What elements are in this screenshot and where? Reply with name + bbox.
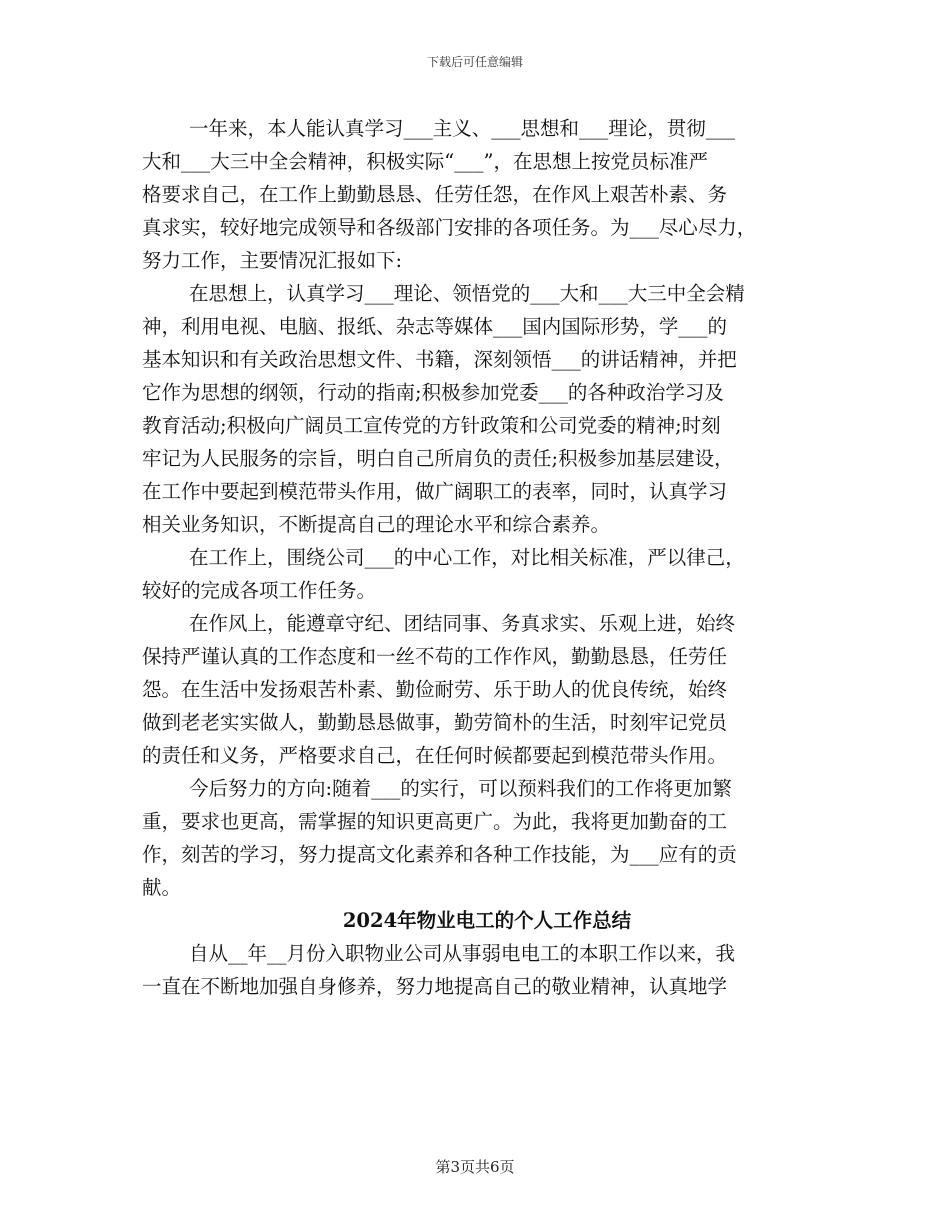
text-line: 保持严谨认真的工作态度和一丝不苟的工作作风，勤勤恳恳，任劳任 [142, 645, 728, 668]
text-line: 一直在不断地加强自身修养，努力地提高自己的敬业精神，认真地学 [142, 975, 728, 998]
text-line: 作，刻苦的学习，努力提高文化素养和各种工作技能，为___应有的贡 [142, 843, 737, 866]
text-line: 怨。在生活中发扬艰苦朴素、勤俭耐劳、乐于助人的优良传统，始终 [142, 678, 728, 701]
text-line: 在工作中要起到模范带头作用，做广阔职工的表率，同时，认真学习 [142, 480, 728, 503]
page-header-note: 下载后可任意编辑 [426, 55, 523, 69]
text-line: 大和___大三中全会精神，积极实际“___”，在思想上按党员标准严 [142, 150, 708, 173]
text-line: 教育活动;积极向广阔员工宣传党的方针政策和公司党委的精神;时刻 [142, 414, 721, 437]
text-line: 牢记为人民服务的宗旨，明白自己所肩负的责任;积极参加基层建设， [142, 447, 734, 470]
text-line: 在工作上，围绕公司___的中心工作，对比相关标准，严以律己， [189, 546, 745, 569]
text-line: 它作为思想的纲领，行动的指南;积极参加党委___的各种政治学习及 [142, 381, 724, 404]
text-line: 基本知识和有关政治思想文件、书籍，深刻领悟___的讲话精神，并把 [142, 348, 737, 371]
text-line: 真求实，较好地完成领导和各级部门安排的各项任务。为___尽心尽力， [142, 216, 757, 239]
text-line: 今后努力的方向:随着___的实行，可以预料我们的工作将更加繁 [189, 777, 732, 800]
text-line: 的责任和义务，严格要求自己，在任何时候都要起到模范带头作用。 [142, 744, 728, 767]
text-line: 较好的完成各项工作任务。 [142, 579, 377, 602]
page-number: 第3页共6页 [435, 1158, 515, 1176]
text-line: 一年来，本人能认真学习___主义、___思想和___理论，贯彻___ [189, 117, 736, 140]
section-paragraphs [142, 937, 822, 1003]
text-line: 在思想上，认真学习___理论、领悟党的___大和___大三中全会精 [189, 282, 745, 305]
text-line: 在作风上，能遵章守纪、团结同事、务真求实、乐观上进，始终 [189, 612, 736, 635]
document-body [142, 112, 822, 1003]
text-line: 重，要求也更高，需掌握的知识更高更广。为此，我将更加勤奋的工 [142, 810, 728, 833]
body-paragraphs [142, 112, 822, 904]
text-line: 做到老老实实做人，勤勤恳恳做事，勤劳简朴的生活，时刻牢记党员 [142, 711, 728, 734]
text-line: 自从__年__月份入职物业公司从事弱电电工的本职工作以来，我 [189, 942, 736, 965]
text-line: 相关业务知识，不断提高自己的理论水平和综合素养。 [142, 513, 611, 536]
text-line: 献。 [142, 876, 182, 899]
text-line: 神，利用电视、电脑、报纸、杂志等媒体___国内国际形势，学___的 [142, 315, 728, 338]
section-title: 2024年物业电工的个人工作总结 [342, 909, 632, 932]
text-line: 格要求自己，在工作上勤勤恳恳、任劳任怨，在作风上艰苦朴素、务 [142, 183, 728, 206]
text-line: 努力工作，主要情况汇报如下: [142, 249, 403, 272]
